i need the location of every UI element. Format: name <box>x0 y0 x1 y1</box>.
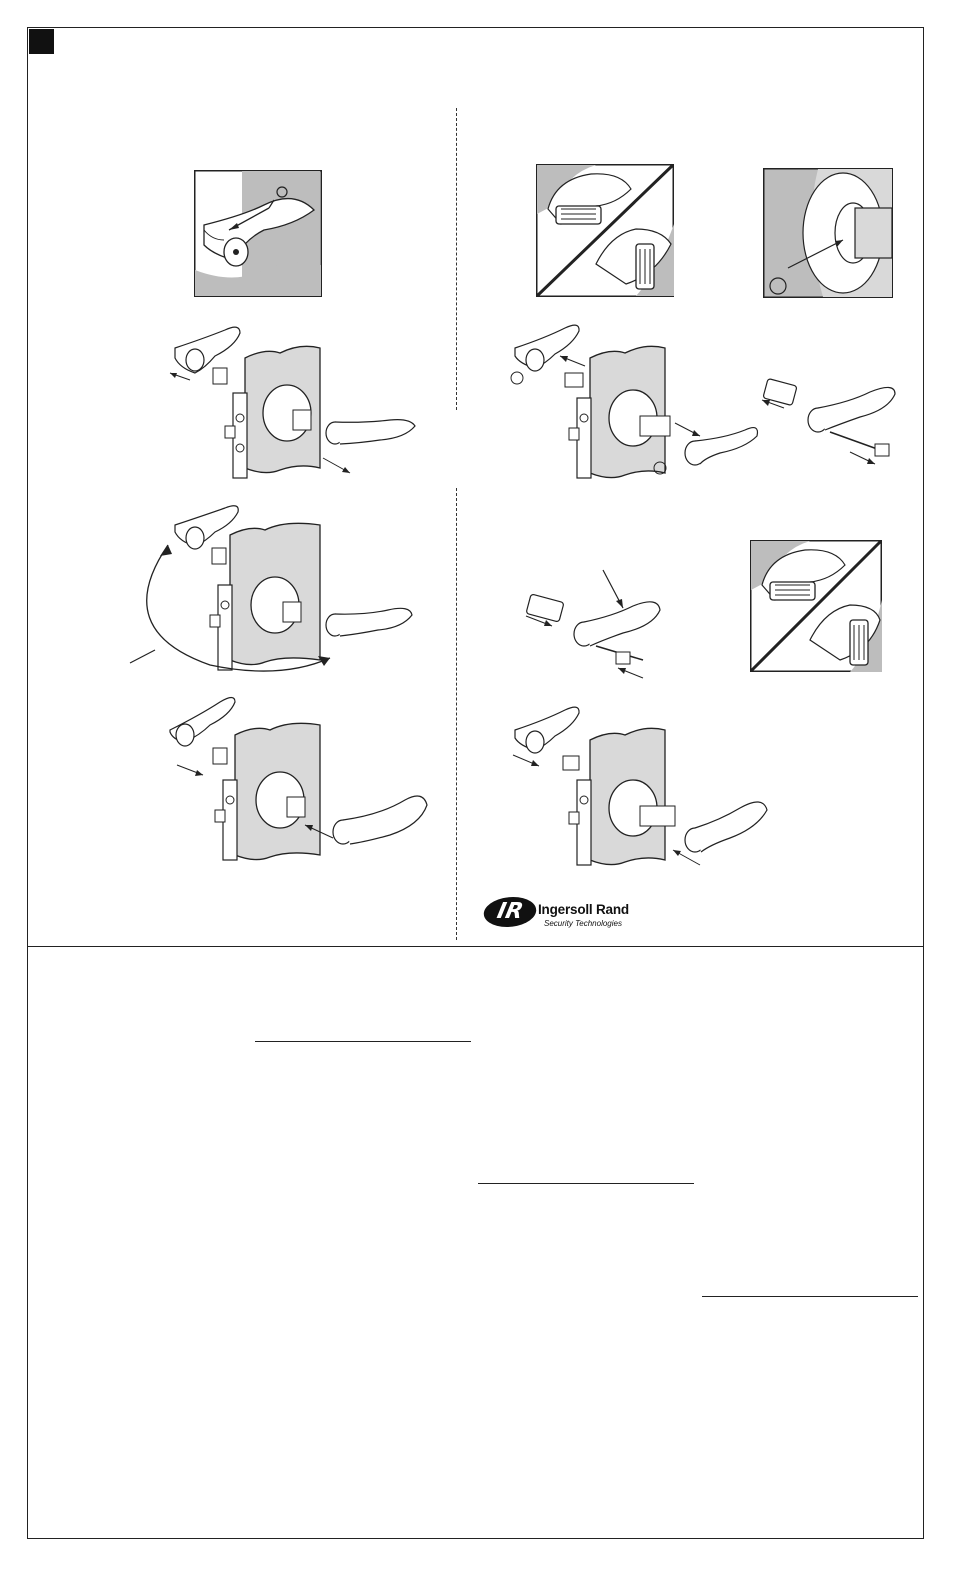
lever-install-illustration <box>165 690 430 865</box>
cylinder-key-removal-illustration <box>760 372 900 472</box>
lever-swap-illustration <box>120 500 420 680</box>
logo-company-name: Ingersoll Rand <box>538 902 629 917</box>
logo-subtitle: Security Technologies <box>544 919 622 928</box>
inset-cylinder-split-illustration <box>536 164 674 297</box>
inset-pin-lever-illustration <box>194 170 322 297</box>
column-divider-bottom <box>456 488 457 940</box>
section-divider <box>27 946 924 947</box>
inset-rose-pin-illustration <box>763 168 893 298</box>
lever-removal-illustration <box>165 318 425 483</box>
step-marker-icon <box>29 29 54 54</box>
column-divider-top <box>456 108 457 410</box>
blank-rule-3 <box>702 1296 918 1297</box>
cylinder-lever-removal-illustration <box>505 318 780 488</box>
cylinder-lever-install-illustration <box>505 700 785 870</box>
inset-cylinder-reinsert-illustration <box>750 540 882 672</box>
ir-logo-mark: IR <box>481 897 539 927</box>
cylinder-insert-illustration <box>518 568 668 680</box>
ingersoll-rand-logo <box>484 895 634 935</box>
blank-rule-1 <box>255 1041 471 1042</box>
blank-rule-2 <box>478 1183 694 1184</box>
